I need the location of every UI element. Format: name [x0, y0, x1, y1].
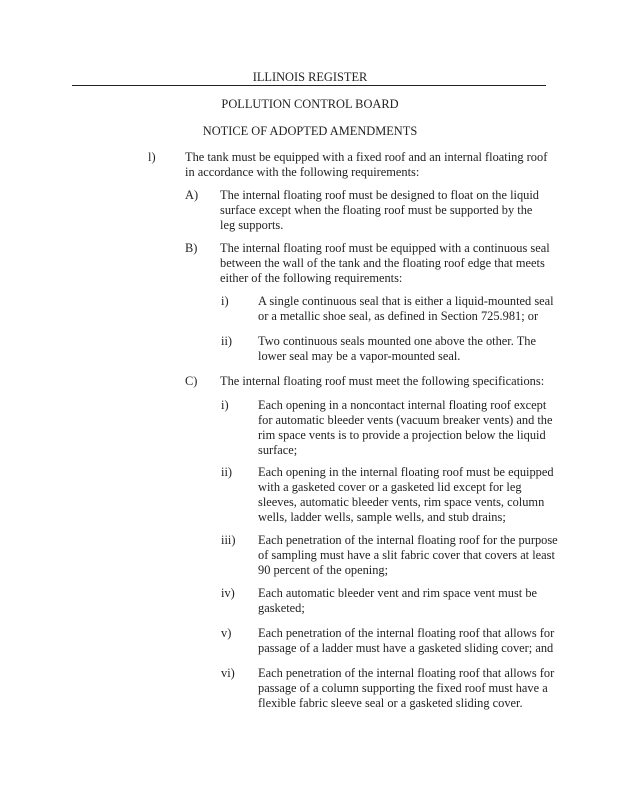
subparagraph-Civ: [0, 586, 620, 618]
notice-title: NOTICE OF ADOPTED AMENDMENTS: [202, 124, 418, 138]
paragraph-text: The internal floating roof must meet the following specifications:: [220, 374, 545, 388]
subparagraph-label: ii): [221, 334, 233, 348]
board-name: POLLUTION CONTROL BOARD: [221, 97, 399, 111]
subparagraph-label: v): [221, 626, 232, 640]
subparagraph-Bii: [0, 334, 620, 366]
subparagraph-Bi: [0, 294, 620, 326]
subparagraph-text: Each opening in a noncontact internal floating roof except for automatic bleeder vents (vacuum breaker vents) and the rim space vents is to provide a projection below the liquid surface;: [258, 398, 553, 457]
subparagraph-label: i): [221, 294, 229, 308]
subparagraph-text: Each opening in the internal floating roof must be equipped with a gasketed cover or a gasketed lid except for leg sleeves, automatic bleeder vents, rim space vents, column wells, ladder wells, sample wells, and stub drains;: [258, 465, 554, 524]
subparagraph-text: Each penetration of the internal floating roof that allows for passage of a ladder must have a gasketed sliding cover; and: [258, 626, 555, 655]
subparagraph-text: A single continuous seal that is either a liquid-mounted seal or a metallic shoe seal, as defined in Section 725.981; or: [258, 294, 554, 323]
paragraph-C: [0, 374, 620, 392]
subparagraph-label: vi): [221, 666, 235, 680]
paragraph-B: [0, 241, 620, 287]
paragraph-A: [0, 188, 620, 234]
subparagraph-Ciii: [0, 533, 620, 579]
subparagraph-text: Each automatic bleeder vent and rim space vent must be gasketed;: [258, 586, 538, 615]
subparagraph-label: ii): [221, 465, 233, 479]
subparagraph-text: Each penetration of the internal floating roof for the purpose of sampling must have a slit fabric cover that covers at least 90 percent of the opening;: [258, 533, 558, 577]
subparagraph-Cvi: [0, 666, 620, 712]
subparagraph-label: iv): [221, 586, 235, 600]
subparagraph-label: i): [221, 398, 229, 412]
paragraph-label: C): [185, 374, 198, 388]
subparagraph-label: iii): [221, 533, 236, 547]
paragraph-text: The tank must be equipped with a fixed roof and an internal floating roof in accordance with the following requirements:: [185, 150, 548, 179]
paragraph-label: A): [185, 188, 199, 202]
subparagraph-text: Two continuous seals mounted one above the other. The lower seal may be a vapor-mounted seal.: [258, 334, 536, 363]
paragraph-text: The internal floating roof must be designed to float on the liquid surface except when the floating roof must be supported by the leg supports.: [220, 188, 539, 232]
subparagraph-Ci: [0, 398, 620, 458]
paragraph-label: B): [185, 241, 198, 255]
subparagraph-Cv: [0, 626, 620, 658]
paragraph-l1: [0, 150, 620, 182]
header-rule: [72, 85, 546, 86]
paragraph-label: l): [148, 150, 156, 164]
register-title: ILLINOIS REGISTER: [252, 70, 368, 84]
subparagraph-Cii: [0, 465, 620, 525]
subparagraph-text: Each penetration of the internal floating roof that allows for passage of a column supporting the fixed roof must have a flexible fabric sleeve seal or a gasketed sliding cover.: [258, 666, 555, 710]
paragraph-text: The internal floating roof must be equipped with a continuous seal between the wall of the tank and the floating roof edge that meets either of the following requirements:: [220, 241, 550, 285]
